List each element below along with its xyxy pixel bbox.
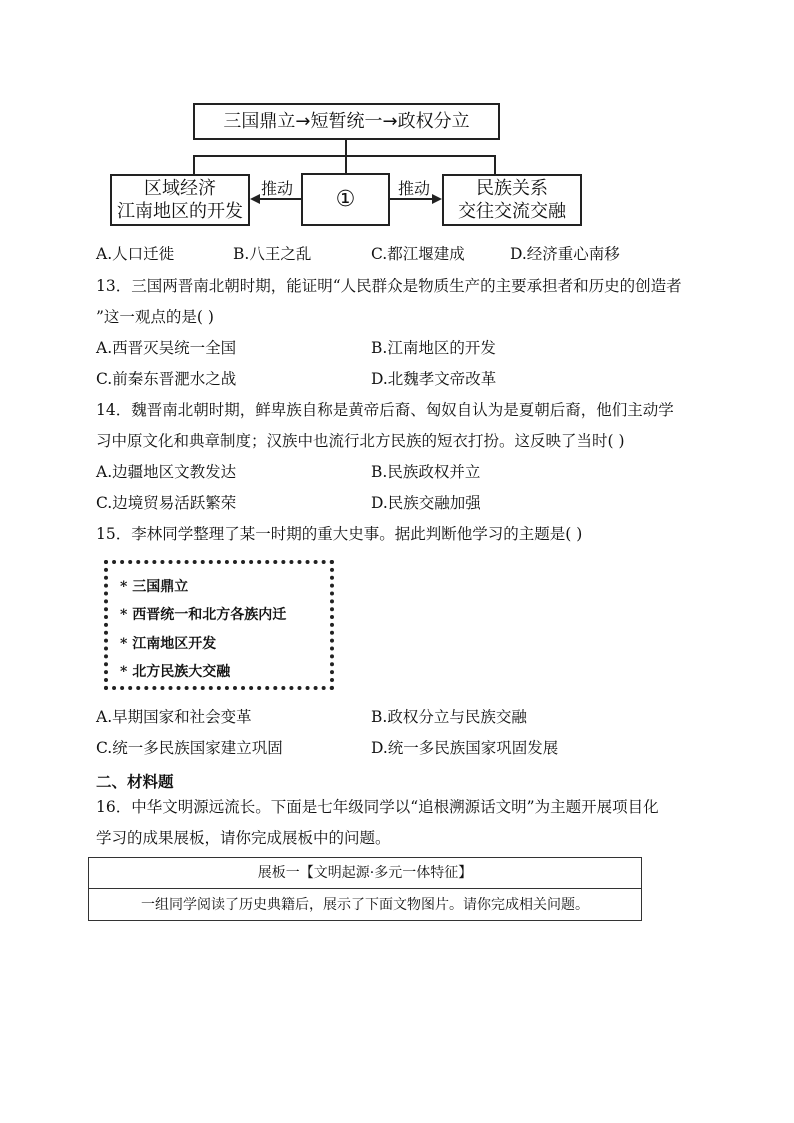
- q12-option-c[interactable]: C.都江堰建成: [371, 245, 465, 263]
- diagram-top-text: 三国鼎立→短暂统一→政权分立: [223, 111, 470, 132]
- exhibit-text: 一组同学阅读了历史典籍后，展示了下面文物图片。请你完成相关问题。: [141, 897, 589, 913]
- left-box-line2: 江南地区的开发: [117, 201, 243, 222]
- q15-events-box: [104, 560, 334, 690]
- q12-option-b[interactable]: B.八王之乱: [233, 245, 312, 263]
- q15-box-item-1: * 三国鼎立: [120, 579, 189, 595]
- connector-vertical-top: [345, 140, 347, 156]
- q15-box-item-3: * 江南地区开发: [120, 636, 217, 652]
- q15-box-item-4: * 北方民族大交融: [120, 664, 231, 680]
- exhibit-title: 展板一【文明起源·多元一体特征】: [257, 865, 473, 881]
- q12-option-a[interactable]: A.人口迁徙: [96, 245, 175, 263]
- arrow-left-label: 推动: [261, 179, 294, 198]
- q14-stem-line2: 习中原文化和典章制度；汉族中也流行北方民族的短衣打扮。这反映了当时( ): [96, 432, 625, 450]
- q13-option-d[interactable]: D.北魏孝文帝改革: [371, 370, 497, 388]
- diagram-center-box: [301, 173, 390, 226]
- exhibit-text-row: [89, 889, 641, 921]
- connector-center-drop: [345, 155, 347, 174]
- q15-option-a[interactable]: A.早期国家和社会变革: [96, 708, 252, 726]
- exhibit-title-row: [89, 858, 641, 889]
- arrow-right-label: 推动: [398, 179, 431, 198]
- connector-right-drop: [494, 155, 496, 175]
- q15-option-d[interactable]: D.统一多民族国家巩固发展: [371, 739, 559, 757]
- q14-option-a[interactable]: A.边疆地区文教发达: [96, 463, 237, 481]
- q15-option-c[interactable]: C.统一多民族国家建立巩固: [96, 739, 283, 757]
- q13-stem-line2: ”这一观点的是( ): [96, 308, 214, 326]
- q14-option-b[interactable]: B.民族政权并立: [371, 463, 481, 481]
- q15-stem: 15．李林同学整理了某一时期的重大史事。据此判断他学习的主题是( ): [96, 525, 583, 543]
- q15-option-b[interactable]: B.政权分立与民族交融: [371, 708, 527, 726]
- q16-stem-line1: 16．中华文明源远流长。下面是七年级同学以“追根溯源话文明”为主题开展项目化: [96, 798, 659, 816]
- connector-horizontal: [193, 155, 495, 157]
- q14-stem-line1: 14．魏晋南北朝时期，鲜卑族自称是黄帝后裔、匈奴自认为是夏朝后裔，他们主动学: [96, 401, 674, 419]
- q12-option-d[interactable]: D.经济重心南移: [510, 245, 620, 263]
- q14-option-d[interactable]: D.民族交融加强: [371, 494, 481, 512]
- q16-stem-line2: 学习的成果展板，请你完成展板中的问题。: [96, 829, 391, 847]
- exhibit-board-table: [88, 857, 642, 921]
- q13-option-a[interactable]: A.西晋灭吴统一全国: [96, 339, 237, 357]
- right-box-line2: 交往交流交融: [458, 201, 566, 222]
- q15-box-item-2: * 西晋统一和北方各族内迁: [120, 607, 287, 623]
- section-heading: 二、材料题: [96, 773, 174, 791]
- left-box-line1: 区域经济: [144, 178, 216, 199]
- q13-option-c[interactable]: C.前秦东晋淝水之战: [96, 370, 237, 388]
- diagram-top-box: [193, 103, 500, 140]
- diagram-right-box: [442, 174, 582, 226]
- right-box-line1: 民族关系: [476, 178, 548, 199]
- diagram-left-box: [110, 174, 250, 226]
- q13-option-b[interactable]: B.江南地区的开发: [371, 339, 496, 357]
- connector-left-drop: [193, 155, 195, 175]
- q14-option-c[interactable]: C.边境贸易活跃繁荣: [96, 494, 237, 512]
- q13-stem-line1: 13．三国两晋南北朝时期，能证明“人民群众是物质生产的主要承担者和历史的创造者: [96, 277, 682, 295]
- center-box-text: ①: [335, 187, 356, 212]
